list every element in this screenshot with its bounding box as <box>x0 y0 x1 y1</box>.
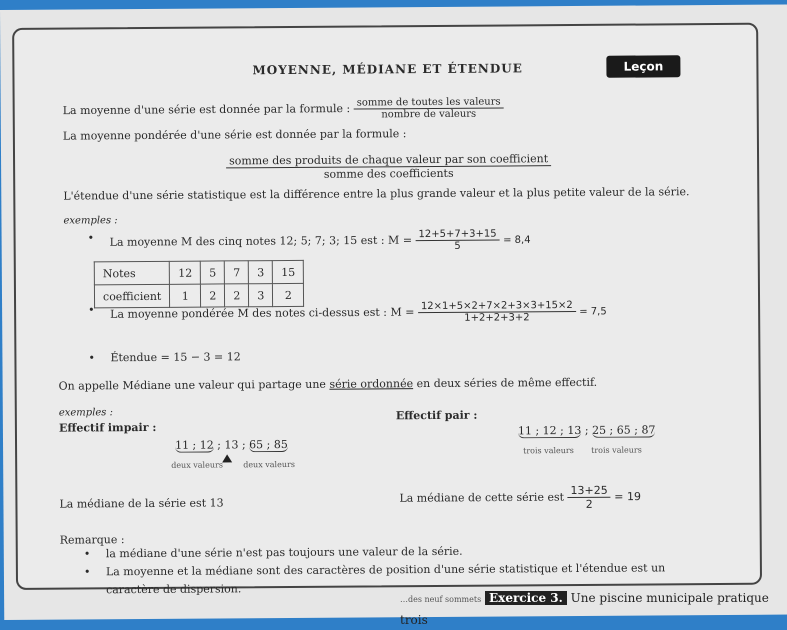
table-row-label: Notes <box>94 261 169 285</box>
odd-series <box>175 438 288 453</box>
median-arrow-icon <box>222 454 232 462</box>
remark-label: Remarque : <box>59 533 125 547</box>
range-example <box>110 350 240 364</box>
table-cell: 15 <box>273 260 304 283</box>
table-cell: 1 <box>170 284 201 307</box>
weighted-example <box>110 300 607 326</box>
mean-intro: La moyenne d'une série est donnée par la formule : <box>62 102 351 118</box>
page-title: MOYENNE, MÉDIANE ET ÉTENDUE <box>252 61 523 78</box>
table-cell: 3 <box>249 261 273 284</box>
mean-definition <box>63 96 504 122</box>
even-series <box>518 423 656 438</box>
even-median-value: = 19 <box>614 490 641 504</box>
odd-median-result: La médiane de la série est 13 <box>59 496 224 511</box>
table-row <box>94 260 303 284</box>
weighted-formula <box>226 152 551 181</box>
odd-count-label: Effectif impair : <box>58 420 157 435</box>
mean-formula-denominator: nombre de valeurs <box>381 108 477 121</box>
lesson-badge: Leçon <box>606 55 680 78</box>
even-left-caption: trois valeurs <box>523 446 574 456</box>
worksheet-page <box>0 5 787 620</box>
remark-item: • la médiane d'une série n'est pas toujours une valeur de la série. <box>106 545 463 560</box>
weighted-intro: La moyenne pondérée d'une série est donnée par la formule : <box>62 127 407 143</box>
even-right-caption: trois valeurs <box>591 445 642 455</box>
median-definition-b: en deux séries de même effectif. <box>413 375 598 391</box>
mean-example-result: = 8,4 <box>503 234 531 246</box>
even-middle-sep: ; <box>581 423 593 437</box>
exercise-text: Une piscine municipale pratique trois <box>400 591 769 627</box>
median-definition-a: On appelle Médiane une valeur qui partage une <box>58 377 330 393</box>
odd-left-group: 11 ; 12 <box>174 438 214 452</box>
remark-item: • La moyenne et la médiane sont des caractères de position d'une série statistique et l'étendue est un <box>106 561 665 578</box>
even-count-label: Effectif pair : <box>395 408 478 423</box>
mean-example-text: • La moyenne M des cinq notes 12; 5; 7; 3; 15 est : M = <box>110 234 412 249</box>
table-cell: 2 <box>201 284 225 307</box>
table-cell: 2 <box>273 283 304 306</box>
table-cell: 7 <box>225 261 249 284</box>
even-median-denominator: 2 <box>585 497 593 511</box>
mean-formula <box>354 96 504 120</box>
even-median-numerator: 13+25 <box>567 484 610 498</box>
weighted-example-fraction <box>418 300 576 324</box>
notes-table <box>94 260 305 308</box>
remark-item-continued: caractère de dispersion. <box>106 582 242 597</box>
weighted-example-result: = 7,5 <box>579 306 607 318</box>
table-cell: 3 <box>249 284 273 307</box>
exercise-label: Exercice 3. <box>485 591 567 605</box>
table-cell: 5 <box>201 261 225 284</box>
mean-example-numerator: 12+5+7+3+15 <box>415 229 499 242</box>
range-example-text: • Étendue = 15 − 3 = 12 <box>110 350 240 364</box>
odd-right-group: 65 ; 85 <box>249 438 288 452</box>
cut-text: …des neuf sommets <box>400 595 482 604</box>
weighted-formula-numerator: somme des produits de chaque valeur par son coefficient <box>226 152 551 168</box>
odd-right-caption: deux valeurs <box>243 459 295 470</box>
table-cell: 2 <box>225 284 249 307</box>
range-definition: L'étendue d'une série statistique est la différence entre la plus grande valeur et la plus petite valeur de la série. <box>63 185 690 203</box>
examples-label: exemples : <box>63 215 118 227</box>
table-cell: 12 <box>170 261 201 284</box>
weighted-example-numerator: 12×1+5×2+7×2+3×3+15×2 <box>418 300 576 313</box>
even-median-text: La médiane de cette série est <box>399 490 565 505</box>
median-examples-label: exemples : <box>58 407 114 419</box>
weighted-example-text: • La moyenne pondérée M des notes ci-dessus est : M = <box>110 306 414 321</box>
ordered-series-term: série ordonnée <box>329 377 414 391</box>
odd-left-caption: deux valeurs <box>171 460 223 470</box>
notes-table-wrap <box>94 260 305 308</box>
weighted-example-denominator: 1+2+2+3+2 <box>464 312 530 324</box>
even-left-group: 11 ; 12 ; 13 <box>517 423 582 438</box>
even-median-fraction <box>567 484 610 511</box>
even-median-result <box>399 484 641 513</box>
odd-middle-value: ; 13 ; <box>213 438 250 452</box>
mean-example-denominator: 5 <box>454 240 461 252</box>
mean-example-fraction <box>415 229 499 253</box>
table-row-label: coefficient <box>94 284 169 308</box>
weighted-formula-denominator: somme des coefficients <box>323 166 454 181</box>
mean-example <box>110 228 531 254</box>
even-right-group: 25 ; 65 ; 87 <box>591 423 656 437</box>
mean-formula-numerator: somme de toutes les valeurs <box>354 96 504 109</box>
next-exercise-strip <box>400 588 787 627</box>
